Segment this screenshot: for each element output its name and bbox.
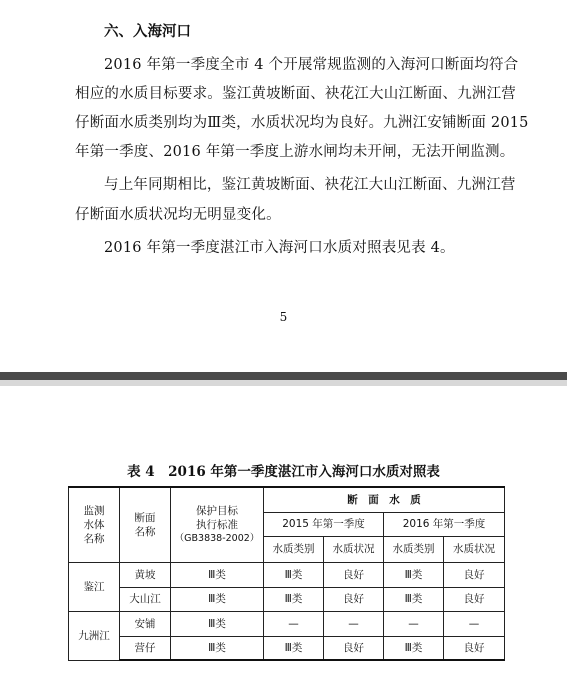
header-standard: 保护目标 执行标准 （GB3838-2002） [171, 487, 264, 562]
class-2015-cell: Ⅲ类 [264, 587, 324, 611]
paragraph-line: 2016 年第一季度湛江市入海河口水质对照表见表 4。 [104, 240, 455, 256]
target-cell: Ⅲ类 [171, 587, 264, 611]
status-2016-cell: 良好 [444, 636, 505, 660]
status-2016-cell: — [444, 611, 505, 636]
page-number: 5 [279, 310, 288, 324]
paragraph-line: 相应的水质目标要求。鉴江黄坡断面、袂花江大山江断面、九洲江营 [75, 86, 516, 102]
paragraph-line: 年第一季度、2016 年第一季度上游水闸均未开闸，无法开闸监测。 [75, 144, 515, 160]
header-status-2015: 水质状况 [324, 536, 384, 562]
header-period-2016: 2016 年第一季度 [384, 512, 505, 536]
water-quality-table [68, 486, 505, 661]
header-status-2016: 水质状况 [444, 536, 505, 562]
header-section: 断面名称 [120, 487, 171, 562]
paragraph-line: 仔断面水质类别均为Ⅲ类，水质状况均为良好。九洲江安铺断面 2015 [75, 115, 529, 131]
section-cell: 大山江 [120, 587, 171, 611]
table-caption: 表 4 2016 年第一季度湛江市入海河口水质对照表 [127, 464, 440, 480]
status-2015-cell: 良好 [324, 562, 384, 587]
paragraph-line: 2016 年第一季度全市 4 个开展常规监测的入海河口断面均符合 [104, 57, 519, 73]
table-row [69, 562, 505, 587]
section-cell: 安铺 [120, 611, 171, 636]
target-cell: Ⅲ类 [171, 562, 264, 587]
document-page-bottom [0, 386, 567, 685]
class-2016-cell: Ⅲ类 [384, 587, 444, 611]
table-row [69, 636, 505, 660]
status-2016-cell: 良好 [444, 587, 505, 611]
section-cell: 黄坡 [120, 562, 171, 587]
header-quality-group: 断 面 水 质 [264, 487, 505, 512]
table-row [69, 587, 505, 611]
header-class-2016: 水质类别 [384, 536, 444, 562]
header-period-2015: 2015 年第一季度 [264, 512, 384, 536]
page-separator [0, 372, 567, 380]
paragraph-line: 与上年同期相比，鉴江黄坡断面、袂花江大山江断面、九洲江营 [104, 177, 516, 193]
class-2015-cell: Ⅲ类 [264, 562, 324, 587]
status-2015-cell: 良好 [324, 587, 384, 611]
header-class-2015: 水质类别 [264, 536, 324, 562]
target-cell: Ⅲ类 [171, 611, 264, 636]
class-2015-cell: — [264, 611, 324, 636]
section-heading: 六、入海河口 [104, 23, 191, 40]
class-2015-cell: Ⅲ类 [264, 636, 324, 660]
status-2015-cell: 良好 [324, 636, 384, 660]
section-cell: 营仔 [120, 636, 171, 660]
header-water-body: 监测水体名称 [69, 487, 120, 562]
paragraph-line: 仔断面水质状况均无明显变化。 [75, 207, 281, 223]
status-2015-cell: — [324, 611, 384, 636]
class-2016-cell: Ⅲ类 [384, 636, 444, 660]
water-body-cell: 鉴江 [69, 562, 120, 611]
table-row [69, 611, 505, 636]
class-2016-cell: Ⅲ类 [384, 562, 444, 587]
target-cell: Ⅲ类 [171, 636, 264, 660]
status-2016-cell: 良好 [444, 562, 505, 587]
water-body-cell: 九洲江 [69, 611, 120, 660]
class-2016-cell: — [384, 611, 444, 636]
